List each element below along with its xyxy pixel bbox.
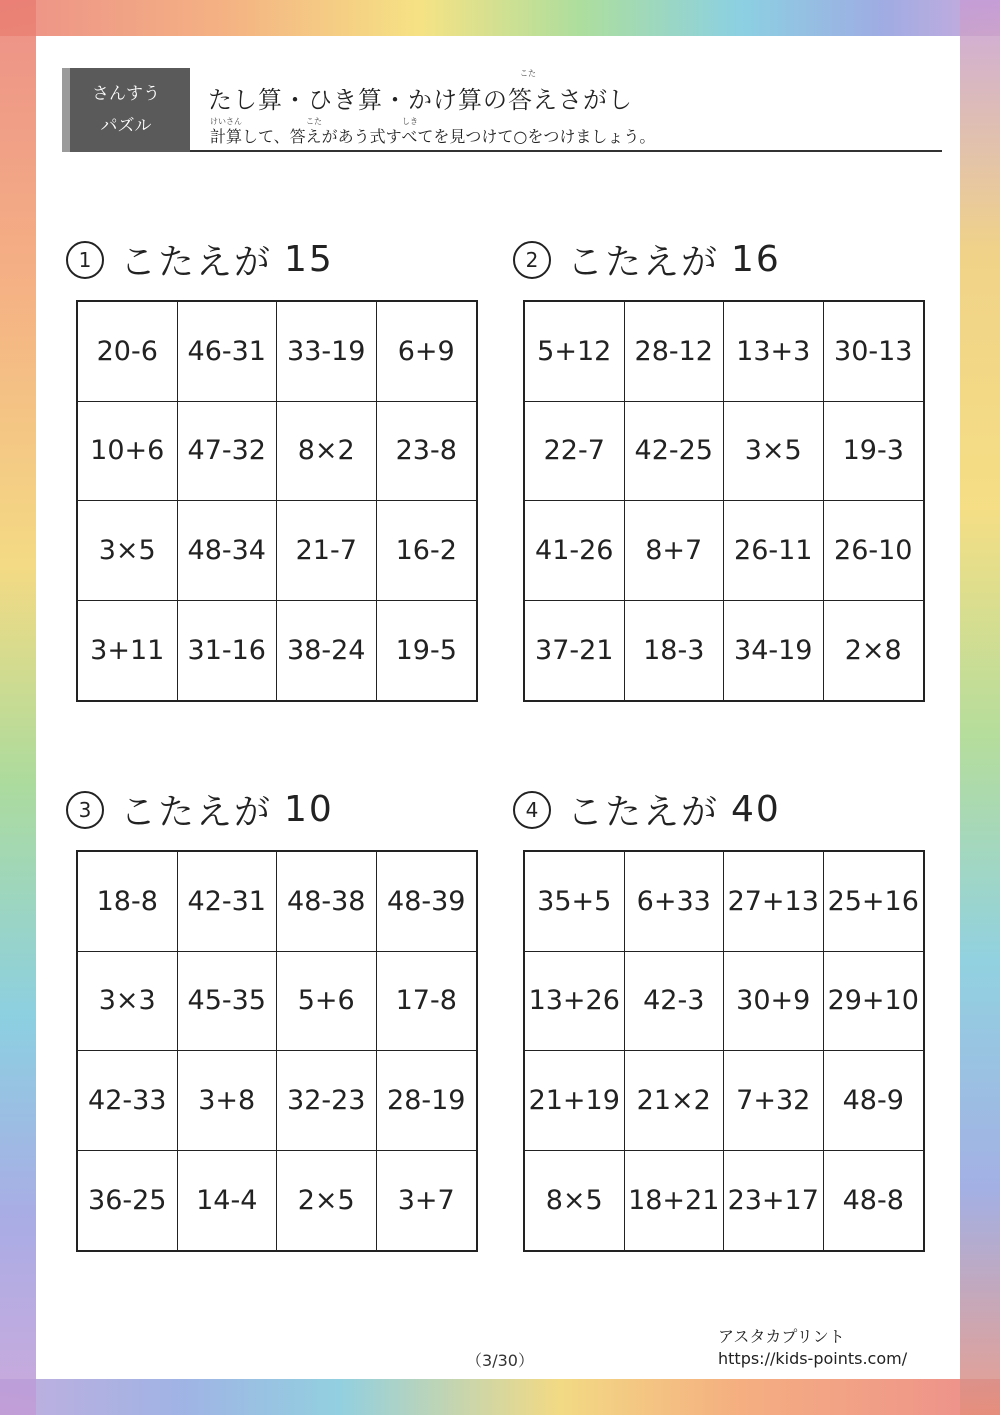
- expression-cell[interactable]: 42-25: [625, 402, 725, 502]
- frame-top-border: [0, 0, 1000, 36]
- frame-right-border: [960, 0, 1000, 1415]
- expression-cell[interactable]: 18+21: [625, 1151, 725, 1251]
- section-target: 16: [731, 239, 781, 280]
- section-heading: [513, 784, 781, 835]
- section-number: 1: [66, 241, 104, 279]
- publisher-url[interactable]: https://kids-points.com/: [718, 1349, 908, 1368]
- expression-cell[interactable]: 25+16: [824, 852, 924, 952]
- expression-cell[interactable]: 35+5: [525, 852, 625, 952]
- expression-cell[interactable]: 38-24: [277, 601, 377, 701]
- expression-cell[interactable]: 48-39: [377, 852, 477, 952]
- subtitle-ruby-shiki: しき: [402, 117, 418, 126]
- expression-cell[interactable]: 19-3: [824, 402, 924, 502]
- section-number: 3: [66, 791, 104, 829]
- expression-cell[interactable]: 10+6: [78, 402, 178, 502]
- expression-cell[interactable]: 18-3: [625, 601, 725, 701]
- section-target: 15: [284, 239, 334, 280]
- expression-cell[interactable]: 18-8: [78, 852, 178, 952]
- section-target: 10: [284, 789, 334, 830]
- puzzle-section-1: [66, 234, 486, 704]
- puzzle-section-2: [513, 234, 933, 704]
- expression-cell[interactable]: 8×2: [277, 402, 377, 502]
- expression-cell[interactable]: 42-31: [178, 852, 278, 952]
- expression-cell[interactable]: 37-21: [525, 601, 625, 701]
- expression-cell[interactable]: 28-19: [377, 1051, 477, 1151]
- expression-cell[interactable]: 32-23: [277, 1051, 377, 1151]
- expression-cell[interactable]: 33-19: [277, 302, 377, 402]
- expression-cell[interactable]: 3×5: [78, 501, 178, 601]
- expression-cell[interactable]: 19-5: [395, 634, 457, 666]
- expression-cell[interactable]: 5+12: [525, 302, 625, 402]
- category-line2: パズル: [100, 116, 152, 136]
- puzzle-section-4: [513, 784, 933, 1254]
- puzzle-section-3: [66, 784, 486, 1254]
- expression-cell[interactable]: 26-10: [824, 501, 924, 601]
- expression-cell[interactable]: 34-19: [724, 601, 824, 701]
- expression-cell[interactable]: 31-16: [178, 601, 278, 701]
- expression-cell[interactable]: 5+6: [277, 952, 377, 1052]
- section-label: こたえが: [120, 792, 273, 833]
- category-badge: [62, 68, 190, 152]
- expression-cell[interactable]: 3+8: [178, 1051, 278, 1151]
- expression-cell[interactable]: 13+26: [525, 952, 625, 1052]
- expression-cell[interactable]: 8+7: [625, 501, 725, 601]
- expression-cell[interactable]: 7+32: [724, 1051, 824, 1151]
- expression-cell[interactable]: 41-26: [525, 501, 625, 601]
- expression-cell[interactable]: 2×5: [277, 1151, 377, 1251]
- frame-left-border: [0, 0, 36, 1415]
- publisher-name: アスタカプリント: [718, 1327, 845, 1346]
- expression-cell[interactable]: 3+11: [78, 601, 178, 701]
- expression-cell[interactable]: 2×8: [844, 634, 902, 666]
- expression-cell[interactable]: 22-7: [525, 402, 625, 502]
- expression-cell[interactable]: 48-9: [824, 1051, 924, 1151]
- subtitle-ruby-keisan: けいさん: [210, 117, 242, 126]
- page-number: （3/30）: [466, 1351, 534, 1370]
- subtitle-ruby-kota: こた: [306, 117, 322, 126]
- section-heading: [513, 234, 781, 285]
- expression-cell[interactable]: 21×2: [625, 1051, 725, 1151]
- answer-grid: [523, 300, 925, 702]
- expression-cell[interactable]: 21+19: [525, 1051, 625, 1151]
- expression-cell[interactable]: 21-7: [277, 501, 377, 601]
- section-heading: [66, 784, 334, 835]
- expression-cell[interactable]: 23+17: [724, 1151, 824, 1251]
- answer-grid: [76, 850, 478, 1252]
- expression-cell[interactable]: 3+7: [397, 1184, 455, 1216]
- section-target: 40: [731, 789, 781, 830]
- expression-cell[interactable]: 48-34: [178, 501, 278, 601]
- expression-cell[interactable]: 30-13: [824, 302, 924, 402]
- expression-cell[interactable]: 27+13: [724, 852, 824, 952]
- answer-grid: [76, 300, 478, 702]
- title-ruby: こた: [520, 69, 536, 78]
- expression-cell[interactable]: 20-6: [78, 302, 178, 402]
- section-number: 4: [513, 791, 551, 829]
- answer-grid: [523, 850, 925, 1252]
- expression-cell[interactable]: 30+9: [724, 952, 824, 1052]
- worksheet-title: たし算・ひき算・かけ算の答えさがし: [208, 86, 633, 114]
- section-label: こたえが: [120, 242, 273, 283]
- expression-cell[interactable]: 23-8: [377, 402, 477, 502]
- expression-cell[interactable]: 48-8: [842, 1184, 904, 1216]
- expression-cell[interactable]: 42-3: [625, 952, 725, 1052]
- expression-cell[interactable]: 3×5: [724, 402, 824, 502]
- section-heading: [66, 234, 334, 285]
- section-label: こたえが: [567, 242, 720, 283]
- worksheet-header: [62, 68, 942, 152]
- expression-cell[interactable]: 29+10: [824, 952, 924, 1052]
- expression-cell[interactable]: 45-35: [178, 952, 278, 1052]
- frame-bottom-border: [0, 1379, 1000, 1415]
- section-number: 2: [513, 241, 551, 279]
- expression-cell[interactable]: 6+33: [625, 852, 725, 952]
- expression-cell[interactable]: 28-12: [625, 302, 725, 402]
- expression-cell[interactable]: 36-25: [78, 1151, 178, 1251]
- worksheet-instructions: 計算して、答えがあう式すべてを見つけて○をつけましょう。: [210, 127, 656, 146]
- expression-cell[interactable]: 42-33: [78, 1051, 178, 1151]
- publisher-credit: [718, 1326, 907, 1370]
- expression-cell[interactable]: 17-8: [377, 952, 477, 1052]
- expression-cell[interactable]: 3×3: [78, 952, 178, 1052]
- expression-cell[interactable]: 47-32: [178, 402, 278, 502]
- category-line1: さんすう: [92, 84, 160, 104]
- expression-cell[interactable]: 8×5: [525, 1151, 625, 1251]
- expression-cell[interactable]: 48-38: [277, 852, 377, 952]
- expression-cell[interactable]: 16-2: [377, 501, 477, 601]
- section-label: こたえが: [567, 792, 720, 833]
- expression-cell[interactable]: 26-11: [724, 501, 824, 601]
- expression-cell[interactable]: 13+3: [724, 302, 824, 402]
- expression-cell[interactable]: 46-31: [178, 302, 278, 402]
- expression-cell[interactable]: 14-4: [178, 1151, 278, 1251]
- expression-cell[interactable]: 6+9: [377, 302, 477, 402]
